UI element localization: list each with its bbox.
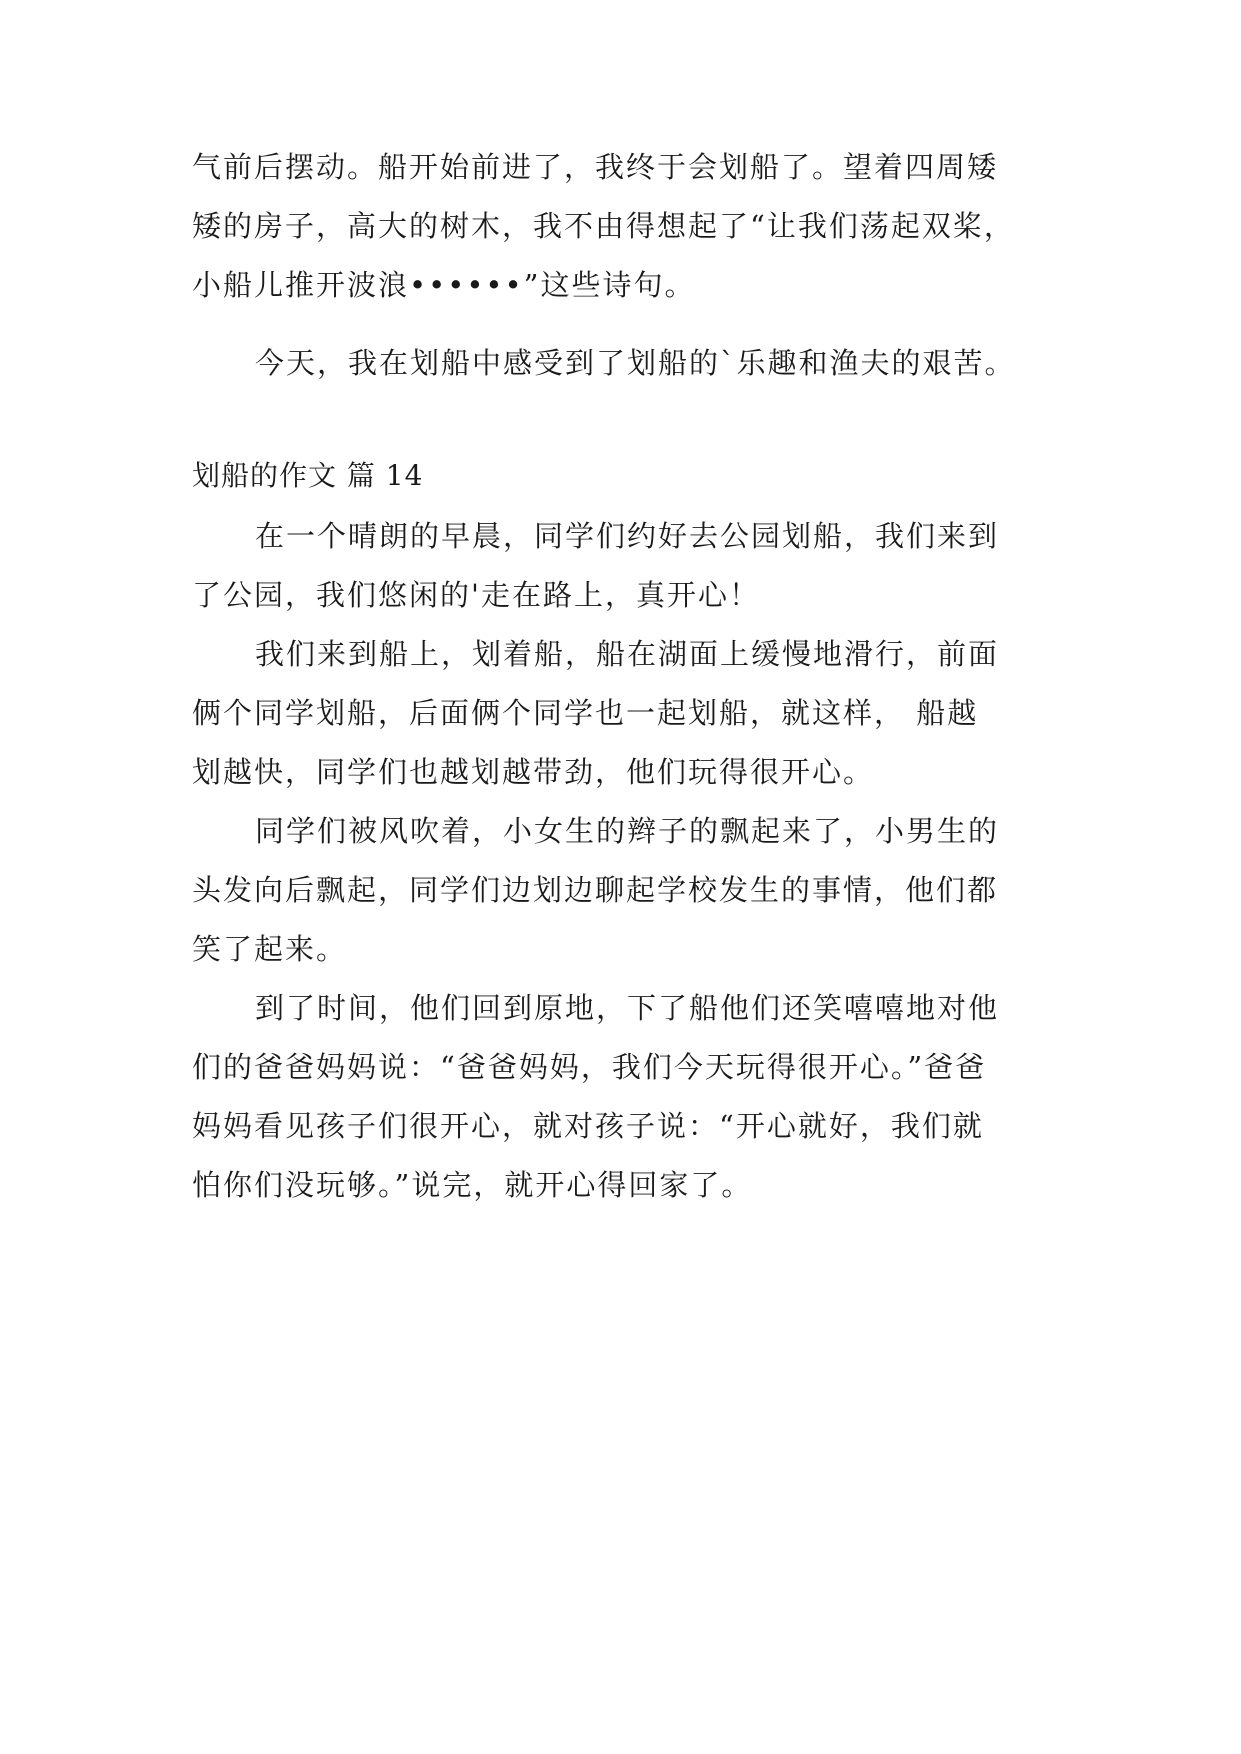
text-line: 矮的房子，高大的树木，我不由得想起了“让我们荡起双桨， bbox=[192, 209, 1015, 243]
text-line: 我们来到船上，划着船，船在湖面上缓慢地滑行，前面 bbox=[255, 637, 1000, 671]
text-line: 今天，我在划船中感受到了划船的`乐趣和渔夫的艰苦。 bbox=[255, 346, 1016, 380]
text-line: 笑了起来。 bbox=[192, 932, 348, 966]
text-line: 们的爸爸妈妈说：“爸爸妈妈，我们今天玩得很开心。”爸爸 bbox=[192, 1050, 987, 1084]
text-line: 划越快，同学们也越划越带劲，他们玩得很开心。 bbox=[192, 755, 875, 789]
text-line: 同学们被风吹着，小女生的辫子的飘起来了，小男生的 bbox=[255, 814, 1000, 848]
text-line: 怕你们没玩够。”说完，就开心得回家了。 bbox=[192, 1168, 753, 1202]
text-line: 俩个同学划船，后面俩个同学也一起划船，就这样， 船越 bbox=[192, 696, 979, 730]
section-title: 划船的作文 篇 14 bbox=[192, 459, 424, 492]
text-line: 气前后摆动。船开始前进了，我终于会划船了。望着四周矮 bbox=[192, 150, 999, 184]
text-line: 妈妈看见孩子们很开心，就对孩子说：“开心就好，我们就 bbox=[192, 1109, 984, 1143]
text-line: 了公园，我们悠闲的'走在路上，真开心！ bbox=[192, 578, 760, 612]
text-line: 小船儿推开波浪••••••”这些诗句。 bbox=[192, 268, 696, 302]
text-line: 头发向后飘起，同学们边划边聊起学校发生的事情，他们都 bbox=[192, 873, 999, 907]
text-line: 在一个晴朗的早晨，同学们约好去公园划船，我们来到 bbox=[255, 519, 1000, 553]
text-line: 到了时间，他们回到原地，下了船他们还笑嘻嘻地对他 bbox=[255, 991, 1000, 1025]
